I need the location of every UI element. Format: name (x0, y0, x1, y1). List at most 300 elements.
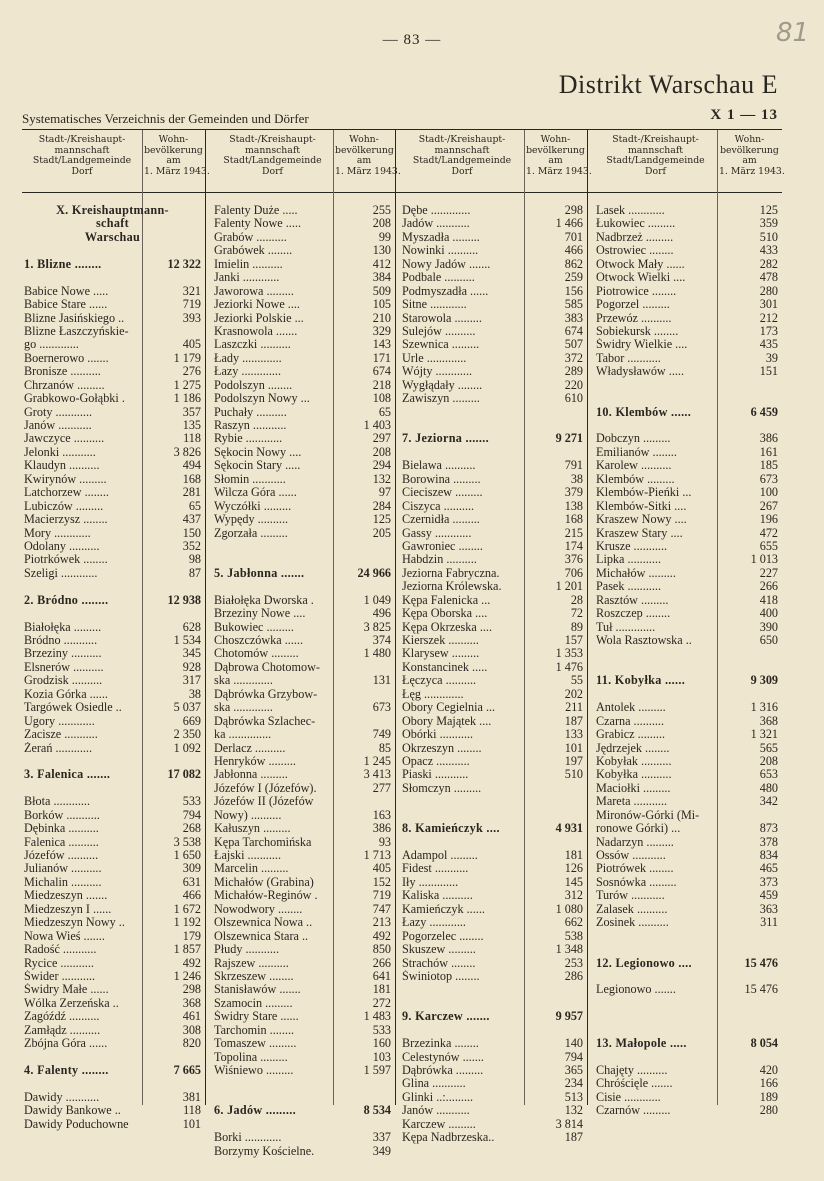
population-value: 105 (372, 297, 391, 312)
header-line: am (166, 155, 181, 167)
place-row (214, 782, 391, 795)
population-value: 3 825 (363, 619, 391, 634)
place-name: Rajszew .......... (214, 956, 289, 970)
place-row (596, 365, 778, 378)
place-row (214, 634, 391, 647)
place-row (24, 513, 201, 526)
place-row (24, 795, 201, 808)
population-value: 189 (759, 1089, 778, 1104)
population-value: 376 (564, 552, 583, 567)
place-row (596, 836, 778, 849)
place-row (24, 1037, 201, 1050)
place-row (402, 688, 583, 701)
place-row (402, 903, 583, 916)
place-row (214, 1037, 391, 1050)
place-row (402, 970, 583, 983)
place-row (24, 876, 201, 889)
place-row (214, 1145, 391, 1158)
place-row (596, 768, 778, 781)
place-name: go ............. (24, 338, 79, 352)
population-value: 202 (564, 686, 583, 701)
population-value: 163 (372, 807, 391, 822)
place-name: Blizne Jasińskiego .. (24, 311, 125, 325)
population-value: 213 (372, 915, 391, 930)
place-row (24, 285, 201, 298)
place-row (214, 446, 391, 459)
place-row (596, 285, 778, 298)
register-column (214, 204, 391, 1158)
place-name: Kępa Falenicka ... (402, 593, 491, 607)
place-row (214, 271, 391, 284)
population-value: 1 245 (363, 753, 391, 768)
place-row (596, 271, 778, 284)
place-row (214, 406, 391, 419)
place-name: Gawroniec ........ (402, 539, 483, 553)
place-row (402, 1051, 583, 1064)
place-name: ka .............. (214, 728, 272, 742)
population-value: 321 (182, 283, 201, 298)
place-name: Olszewnica Nowa .. (214, 916, 313, 930)
place-name: Bródno ........... (24, 634, 98, 647)
place-name: Błota ............ (24, 795, 91, 809)
place-name: Podmyszadła ...... (402, 284, 489, 298)
spacer-row (596, 943, 778, 956)
place-name: Dębe ............. (402, 204, 471, 217)
population-value: 655 (759, 538, 778, 553)
district-row (596, 1037, 778, 1050)
place-name: Myszadła ......... (402, 230, 480, 244)
place-row (402, 312, 583, 325)
place-name: Chajęty .......... (596, 1064, 668, 1077)
place-name: Tabor ........... (596, 351, 661, 365)
place-row (24, 916, 201, 929)
population-value: 496 (372, 606, 391, 621)
population-value: 1 403 (363, 418, 391, 432)
population-value: 312 (564, 888, 583, 903)
place-row (402, 916, 583, 929)
place-row (214, 325, 391, 338)
place-name: Julianów .......... (24, 862, 102, 876)
place-row (214, 1010, 391, 1023)
population-value: 135 (182, 418, 201, 432)
place-name: 10. Klembów ...... (596, 405, 692, 419)
place-name: Lubiczów ......... (24, 499, 104, 513)
place-row (24, 1010, 201, 1023)
place-row (402, 285, 583, 298)
place-name: Nowinki .......... (402, 244, 479, 258)
population-value: 150 (182, 525, 201, 540)
place-row (596, 755, 778, 768)
place-name: 3. Falenica ....... (24, 768, 111, 782)
place-name: Zamłądz .......... (24, 1023, 101, 1037)
population-value: 108 (372, 391, 391, 406)
population-value: 1 597 (363, 1063, 391, 1077)
place-name: Ossów ........... (596, 849, 666, 862)
place-name: Brzeziny Nowe .... (214, 607, 306, 621)
place-row (24, 553, 201, 566)
population-value: 227 (759, 565, 778, 580)
place-row (214, 379, 391, 392)
place-name: Dąbrowa Chotomow- (214, 660, 320, 674)
place-name: Kępa Tarchomińska (214, 835, 312, 849)
place-name: Wójty ............ (402, 365, 473, 379)
place-row (596, 217, 778, 230)
population-value: 418 (759, 592, 778, 607)
place-name: Podolszyn Nowy ... (214, 392, 310, 406)
place-name: Sękocin Nowy .... (214, 445, 302, 459)
place-name: Marcelin ......... (214, 862, 289, 876)
place-row (24, 701, 201, 714)
place-row (24, 634, 201, 647)
place-name: Borowina ......... (402, 472, 481, 486)
header-line: Stadt-/Kreishaupt- (229, 134, 316, 145)
population-value: 1 466 (555, 216, 583, 231)
place-row (596, 500, 778, 513)
population-value: 140 (564, 1036, 583, 1051)
place-row (596, 540, 778, 553)
place-row (24, 688, 201, 701)
place-row (596, 325, 778, 338)
population-value: 1 013 (750, 552, 778, 567)
population-value: 565 (759, 740, 778, 755)
place-row (24, 338, 201, 351)
place-row (402, 715, 583, 728)
place-name: Rasztów ......... (596, 593, 669, 607)
place-name: Latchorzew ........ (24, 486, 109, 500)
header-line: Dorf (451, 165, 473, 177)
place-row (24, 957, 201, 970)
place-row (402, 553, 583, 566)
population-value: 628 (182, 619, 201, 634)
place-name: Klembów-Pieńki ... (596, 486, 692, 500)
population-value: 363 (759, 901, 778, 916)
header-line: Stadt/Landgemeinde (606, 155, 705, 167)
place-row (214, 809, 391, 822)
place-row (24, 473, 201, 486)
header-line: Wohn- (158, 134, 189, 145)
header-line: Stadt-/Kreishaupt- (418, 134, 506, 145)
place-name: Kamieńczyk ...... (402, 902, 485, 916)
population-value: 533 (372, 1022, 391, 1037)
place-row (402, 701, 583, 714)
population-value: 9 271 (555, 431, 583, 446)
place-name: Kraszew Nowy .... (596, 513, 687, 527)
place-name: Radość ........... (24, 943, 97, 957)
place-name: Habdzin .......... (402, 553, 477, 567)
population-value: 433 (759, 243, 778, 258)
place-name: Jawczyce .......... (24, 432, 105, 446)
place-row (402, 849, 583, 862)
place-name: Czernidła ......... (402, 513, 480, 527)
population-value: 6 459 (750, 404, 778, 419)
place-row (214, 217, 391, 230)
district-row (24, 768, 201, 781)
place-name: Żerań ............ (24, 741, 93, 755)
place-name: Chrzanów ......... (24, 378, 105, 392)
population-value: 794 (564, 1049, 583, 1064)
place-row (214, 1064, 391, 1077)
place-row (402, 527, 583, 540)
population-value: 862 (564, 256, 583, 271)
place-name: Zbójna Góra ...... (24, 1037, 108, 1051)
population-value: 211 (565, 700, 583, 715)
place-name: Kaliska .......... (402, 889, 473, 903)
place-row (24, 459, 201, 472)
population-value: 280 (759, 1103, 778, 1118)
place-row (402, 500, 583, 513)
place-name: Dobczyn ......... (596, 432, 671, 446)
spacer-row (596, 970, 778, 983)
column-header-population (719, 134, 785, 177)
population-value: 181 (372, 982, 391, 997)
population-value: 156 (564, 283, 583, 298)
population-value: 390 (759, 619, 778, 634)
place-name: Babice Stare ...... (24, 298, 108, 312)
population-value: 459 (759, 888, 778, 903)
population-value: 138 (564, 498, 583, 513)
spacer-row (402, 446, 583, 459)
population-value: 9 309 (750, 673, 778, 688)
place-name: Wiśniewo ......... (214, 1064, 294, 1077)
place-row (596, 580, 778, 593)
population-value: 478 (759, 270, 778, 285)
population-value: 89 (570, 619, 583, 634)
population-value: 179 (182, 928, 201, 943)
place-name: Sitne ............ (402, 298, 467, 312)
district-row (214, 1104, 391, 1117)
population-value: 650 (759, 633, 778, 647)
place-name: Józefów .......... (24, 849, 99, 862)
population-value: 171 (372, 350, 391, 365)
place-row (402, 943, 583, 956)
page-number: — 83 — (382, 32, 442, 48)
place-name: Jelonki ........... (24, 445, 96, 459)
column-divider (587, 130, 588, 1105)
population-value: 834 (759, 848, 778, 862)
population-value: 1 321 (750, 727, 778, 742)
column-header-name (212, 135, 333, 177)
population-value: 1 713 (363, 848, 391, 862)
population-value: 253 (564, 955, 583, 970)
spacer-row (214, 580, 391, 593)
place-row (214, 889, 391, 902)
place-row (214, 742, 391, 755)
population-value: 719 (182, 297, 201, 312)
population-value: 317 (182, 673, 201, 688)
place-name: Okrzeszyn ........ (402, 741, 482, 755)
spacer-row (596, 647, 778, 660)
spacer-row (596, 930, 778, 943)
population-value: 357 (182, 404, 201, 419)
population-value: 368 (182, 995, 201, 1010)
place-name: Choszczówka ...... (214, 634, 304, 647)
population-value: 492 (182, 955, 201, 970)
district-row (402, 822, 583, 835)
place-row (214, 836, 391, 849)
population-value: 641 (372, 968, 391, 983)
place-name: Białołęka Dworska . (214, 593, 314, 607)
place-name: Wola Rasztowska .. (596, 634, 692, 647)
place-row (24, 406, 201, 419)
population-value: 160 (372, 1036, 391, 1051)
place-name: Zosinek .......... (596, 916, 669, 930)
county-heading (24, 231, 201, 244)
population-value: 405 (182, 337, 201, 352)
place-row (214, 312, 391, 325)
population-value: 272 (372, 995, 391, 1010)
top-rule (22, 129, 782, 130)
place-name: Otwock Mały ...... (596, 257, 685, 271)
population-value: 342 (759, 794, 778, 809)
place-name: Białołęka ......... (24, 620, 102, 634)
place-name: Borków ........... (24, 808, 100, 822)
population-value: 212 (759, 310, 778, 325)
place-row (24, 1024, 201, 1037)
population-value: 65 (188, 498, 201, 513)
place-name: Dębinka .......... (24, 822, 99, 836)
population-value: 352 (182, 538, 201, 553)
place-name: Bronisze .......... (24, 365, 101, 379)
population-value: 8 054 (750, 1036, 778, 1051)
place-name: Fidest ........... (402, 862, 469, 876)
spacer-row (214, 1077, 391, 1090)
place-name: Glina ........... (402, 1077, 466, 1091)
place-row (214, 432, 391, 445)
population-value: 9 957 (555, 1009, 583, 1024)
population-value: 215 (564, 525, 583, 540)
place-name: Klembów ......... (596, 472, 675, 486)
population-value: 286 (564, 968, 583, 983)
place-name: Płudy ........... (214, 943, 280, 957)
place-row (402, 298, 583, 311)
population-value: 420 (759, 1063, 778, 1077)
place-name: Tuł ............. (596, 620, 656, 634)
place-row (214, 701, 391, 714)
place-name: Falenica .......... (24, 835, 99, 849)
population-value: 480 (759, 780, 778, 795)
place-name: Kobyłka .......... (596, 768, 672, 782)
place-row (24, 674, 201, 687)
place-name: Roszczep ........ (596, 607, 671, 621)
population-value: 386 (759, 431, 778, 446)
header-line: mannschaft (434, 144, 490, 156)
place-name: Piaski ........... (402, 768, 469, 782)
place-row (596, 701, 778, 714)
population-value: 28 (570, 592, 583, 607)
place-row (214, 876, 391, 889)
population-value: 673 (372, 700, 391, 715)
place-name: Raszyn ........... (214, 419, 287, 432)
place-name: Świdry Stare ...... (214, 1010, 299, 1024)
place-name: Michałów-Reginów . (214, 889, 318, 903)
place-row (596, 231, 778, 244)
place-name: Słomczyn ......... (402, 781, 482, 795)
spacer-row (24, 1077, 201, 1090)
place-row (596, 889, 778, 902)
population-value: 168 (564, 512, 583, 527)
population-value: 465 (759, 861, 778, 876)
population-value: 55 (570, 673, 583, 688)
population-value: 255 (372, 203, 391, 217)
population-value: 197 (564, 753, 583, 768)
population-value: 701 (564, 229, 583, 244)
place-name: 9. Karczew ....... (402, 1010, 490, 1024)
population-value: 749 (372, 727, 391, 742)
population-value: 125 (759, 203, 778, 217)
place-name: Targówek Osiedle .. (24, 701, 122, 715)
place-row (402, 325, 583, 338)
place-name: Kobyłak .......... (596, 754, 672, 768)
place-row (596, 298, 778, 311)
population-value: 706 (564, 565, 583, 580)
place-row (214, 970, 391, 983)
place-row (24, 527, 201, 540)
population-value: 435 (759, 337, 778, 352)
place-row (214, 258, 391, 271)
place-row (24, 903, 201, 916)
spacer-row (402, 983, 583, 996)
place-row (596, 1064, 778, 1077)
population-value: 1 857 (173, 942, 201, 957)
district-row (402, 432, 583, 445)
place-row (214, 943, 391, 956)
population-value: 97 (378, 485, 391, 500)
place-name: Iły ............. (402, 875, 459, 889)
population-value: 494 (182, 458, 201, 473)
place-row (214, 244, 391, 257)
population-value: 234 (564, 1076, 583, 1091)
place-row (214, 674, 391, 687)
place-row (596, 876, 778, 889)
place-name: 6. Jadów ......... (214, 1104, 296, 1118)
place-row (24, 1104, 201, 1117)
population-value: 143 (372, 337, 391, 352)
place-name: Pogorzelec ........ (402, 929, 484, 943)
place-row (24, 379, 201, 392)
place-row (596, 795, 778, 808)
population-value: 208 (372, 216, 391, 231)
place-row (24, 930, 201, 943)
place-row (596, 849, 778, 862)
population-value: 3 538 (173, 834, 201, 849)
header-line: Dorf (645, 165, 666, 177)
population-value: 39 (765, 350, 778, 365)
header-line: mannschaft (54, 144, 110, 156)
place-name: Boernerowo ....... (24, 351, 109, 365)
place-row (402, 258, 583, 271)
place-name: Groty ............ (24, 405, 93, 419)
place-name: Grodzisk .......... (24, 674, 103, 688)
header-line: mannschaft (627, 144, 684, 156)
place-row (596, 621, 778, 634)
place-row (24, 715, 201, 728)
population-value: 585 (564, 297, 583, 312)
place-row (596, 715, 778, 728)
place-row (24, 540, 201, 553)
place-name: Grabów .......... (214, 230, 287, 244)
population-value: 533 (182, 794, 201, 809)
population-value: 208 (759, 753, 778, 768)
spacer-row (24, 607, 201, 620)
place-name: Macierzysz ........ (24, 513, 108, 527)
district-row (24, 594, 201, 607)
place-name: Jeziorna Królewska. (402, 580, 502, 594)
population-value: 4 931 (555, 821, 583, 836)
place-name: Jeziorki Nowe .... (214, 298, 300, 312)
place-name: Otwock Wielki .... (596, 271, 686, 285)
population-value: 126 (564, 861, 583, 876)
place-name: Karolew .......... (596, 459, 672, 473)
